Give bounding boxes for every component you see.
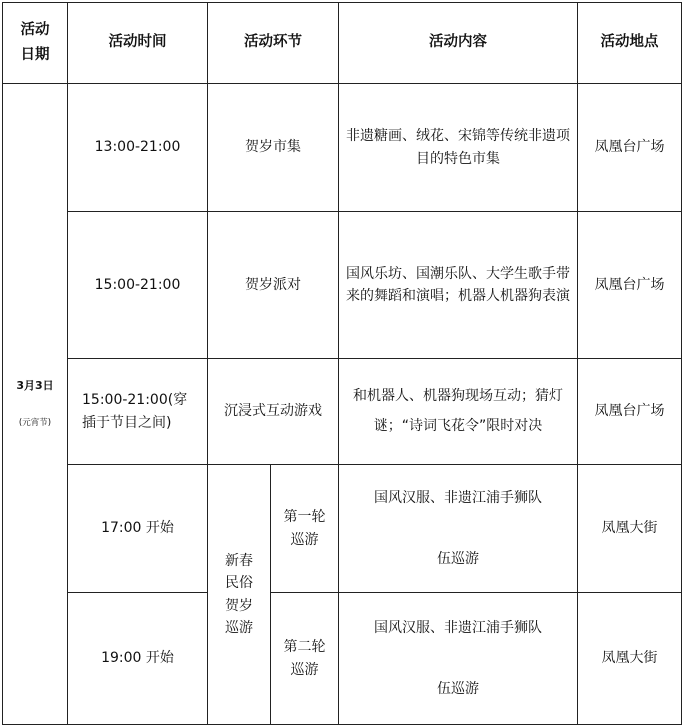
time-cell: 15:00-21:00 — [68, 212, 208, 359]
content-cell: 国风汉服、非遗江浦手狮队伍巡游 — [339, 593, 578, 725]
content-cell: 国风汉服、非遗江浦手狮队伍巡游 — [339, 465, 578, 593]
segment-cell: 贺岁派对 — [208, 212, 339, 359]
segment-cell: 贺岁市集 — [208, 84, 339, 212]
header-segment: 活动环节 — [208, 3, 339, 84]
table-row — [3, 359, 682, 465]
header-date: 活动日期 — [3, 3, 68, 84]
table-row — [3, 593, 682, 725]
parade-group-cell: 新春民俗贺岁巡游 — [208, 465, 271, 725]
header-content: 活动内容 — [339, 3, 578, 84]
location-cell: 凤凰大街 — [578, 465, 682, 593]
content-cell: 和机器人、机器狗现场互动；猜灯谜；“诗词飞花令”限时对决 — [339, 359, 578, 465]
table-row — [3, 212, 682, 359]
time-cell: 17:00 开始 — [68, 465, 208, 593]
header-row — [3, 3, 682, 84]
time-cell: 15:00-21:00(穿插于节目之间) — [68, 359, 208, 465]
table-row — [3, 84, 682, 212]
table-row — [3, 465, 682, 593]
location-cell: 凤凰台广场 — [578, 212, 682, 359]
activity-schedule-table — [2, 2, 682, 725]
location-cell: 凤凰大街 — [578, 593, 682, 725]
time-cell: 13:00-21:00 — [68, 84, 208, 212]
content-cell: 非遗糖画、绒花、宋锦等传统非遗项目的特色市集 — [339, 84, 578, 212]
time-cell: 19:00 开始 — [68, 593, 208, 725]
segment-cell: 沉浸式互动游戏 — [208, 359, 339, 465]
date-main: 3月3日 — [16, 379, 54, 393]
date-sub: (元宵节) — [18, 418, 52, 428]
header-time: 活动时间 — [68, 3, 208, 84]
round-cell: 第一轮巡游 — [271, 465, 339, 593]
date-cell — [3, 84, 68, 725]
header-location: 活动地点 — [578, 3, 682, 84]
content-cell: 国风乐坊、国潮乐队、大学生歌手带来的舞蹈和演唱；机器人机器狗表演 — [339, 212, 578, 359]
location-cell: 凤凰台广场 — [578, 359, 682, 465]
location-cell: 凤凰台广场 — [578, 84, 682, 212]
round-cell: 第二轮巡游 — [271, 593, 339, 725]
